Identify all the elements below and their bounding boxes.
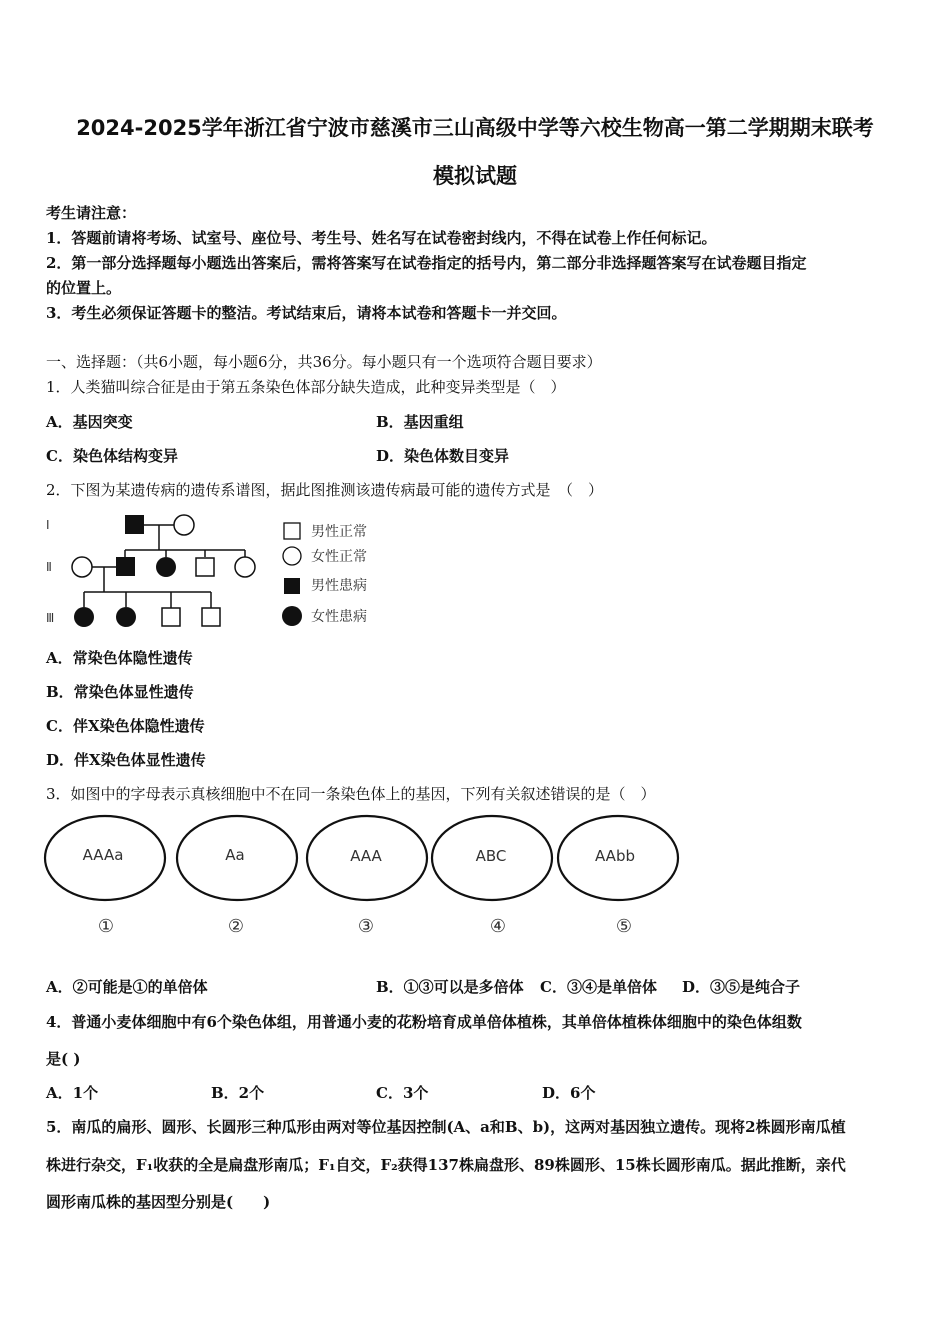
legend-affected-female-icon: [282, 606, 302, 626]
cell-number-label: ②: [227, 916, 245, 937]
cell-genes: Aa: [225, 846, 245, 864]
affected-female-symbol: [156, 557, 176, 577]
q4-option-a[interactable]: A．1个: [46, 1084, 99, 1102]
q4-option-d[interactable]: D．6个: [542, 1084, 596, 1102]
q3-option-b[interactable]: B．①③可以是多倍体: [376, 978, 524, 996]
legend-label: 女性患病: [311, 609, 367, 625]
normal-male-symbol: [196, 558, 214, 576]
normal-male-symbol: [202, 608, 220, 626]
q2-option-a[interactable]: A．常染色体隐性遗传: [46, 649, 193, 667]
q4-option-b[interactable]: B．2个: [211, 1084, 265, 1102]
question-5-stem: 5．南瓜的扁形、圆形、长圆形三种瓜形由两对等位基因控制(A、a和B、b)，这两对基因独立遗传。现将2株圆形南瓜植: [46, 1118, 846, 1136]
cell-number-label: ④: [489, 916, 507, 937]
q3-option-c[interactable]: C．③④是单倍体: [540, 978, 657, 996]
normal-female-symbol: [72, 557, 92, 577]
affected-female-symbol: [116, 607, 136, 627]
page-subtitle: 模拟试题: [433, 164, 517, 188]
question-5-stem-cont: 圆形南瓜株的基因型分别是( ): [46, 1193, 271, 1211]
q2-option-d[interactable]: D．伴X染色体显性遗传: [46, 751, 206, 769]
cell-genes: AAA: [350, 847, 382, 865]
cell-genes: AAbb: [595, 847, 635, 865]
legend-label: 男性患病: [311, 578, 367, 594]
affected-male-symbol: [125, 515, 144, 534]
cell-genes: ABC: [475, 847, 507, 865]
notice-item: 的位置上。: [46, 279, 122, 297]
q3-option-d[interactable]: D．③⑤是纯合子: [682, 978, 801, 996]
legend-label: 女性正常: [311, 549, 367, 565]
cell-number-label: ①: [97, 916, 115, 937]
question-1-stem: 1．人类猫叫综合征是由于第五条染色体部分缺失造成，此种变异类型是（ ）: [46, 378, 566, 396]
cell-genes: AAAa: [82, 846, 124, 864]
cell-number-label: ⑤: [615, 916, 633, 937]
notice-item: 2．第一部分选择题每小题选出答案后，需将答案写在试卷指定的括号内，第二部分非选择题答案写在试卷题目指定: [46, 254, 807, 272]
pedigree-gen-label: Ⅲ: [46, 611, 55, 625]
question-2-stem: 2．下图为某遗传病的遗传系谱图，据此图推测该遗传病最可能的遗传方式是 （ ）: [46, 481, 604, 499]
q3-option-a[interactable]: A．②可能是①的单倍体: [46, 978, 208, 996]
section-heading: 一、选择题：（共6小题，每小题6分，共36分。每小题只有一个选项符合题目要求）: [46, 353, 602, 371]
cell-number-label: ③: [357, 916, 375, 937]
normal-female-symbol: [174, 515, 194, 535]
page-title: 2024-2025学年浙江省宁波市慈溪市三山高级中学等六校生物高一第二学期期末联考: [76, 116, 874, 140]
normal-male-symbol: [162, 608, 180, 626]
q1-option-c[interactable]: C．染色体结构变异: [46, 447, 178, 465]
q1-option-b[interactable]: B．基因重组: [376, 413, 464, 431]
cell-diagram: [40, 810, 690, 940]
pedigree-chart: [40, 508, 400, 638]
question-4-stem: 4．普通小麦体细胞中有6个染色体组，用普通小麦的花粉培育成单倍体植株，其单倍体植株体细胞中的染色体组数: [46, 1013, 802, 1031]
pedigree-gen-label: Ⅰ: [46, 518, 50, 532]
legend-normal-male-icon: [284, 523, 300, 539]
legend-normal-female-icon: [283, 547, 301, 565]
q1-option-a[interactable]: A．基因突变: [46, 413, 133, 431]
q1-option-d[interactable]: D．染色体数目变异: [376, 447, 510, 465]
notice-item: 1．答题前请将考场、试室号、座位号、考生号、姓名写在试卷密封线内，不得在试卷上作任何标记。: [46, 229, 717, 247]
legend-affected-male-icon: [284, 578, 300, 594]
affected-female-symbol: [74, 607, 94, 627]
q2-option-b[interactable]: B．常染色体显性遗传: [46, 683, 194, 701]
pedigree-gen-label: Ⅱ: [46, 560, 52, 574]
normal-female-symbol: [235, 557, 255, 577]
notice-item: 3．考生必须保证答题卡的整洁。考试结束后，请将本试卷和答题卡一并交回。: [46, 304, 567, 322]
notice-heading: 考生请注意：: [46, 204, 137, 222]
question-3-stem: 3．如图中的字母表示真核细胞中不在同一条染色体上的基因，下列有关叙述错误的是（ ）: [46, 785, 656, 803]
question-5-stem-cont: 株进行杂交，F₁收获的全是扁盘形南瓜；F₁自交，F₂获得137株扁盘形、89株圆形、15株长圆形南瓜。据此推断，亲代: [46, 1156, 846, 1174]
question-4-stem-cont: 是( ): [46, 1050, 81, 1068]
q4-option-c[interactable]: C．3个: [376, 1084, 429, 1102]
legend-label: 男性正常: [311, 524, 367, 540]
q2-option-c[interactable]: C．伴X染色体隐性遗传: [46, 717, 205, 735]
affected-male-symbol: [116, 557, 135, 576]
